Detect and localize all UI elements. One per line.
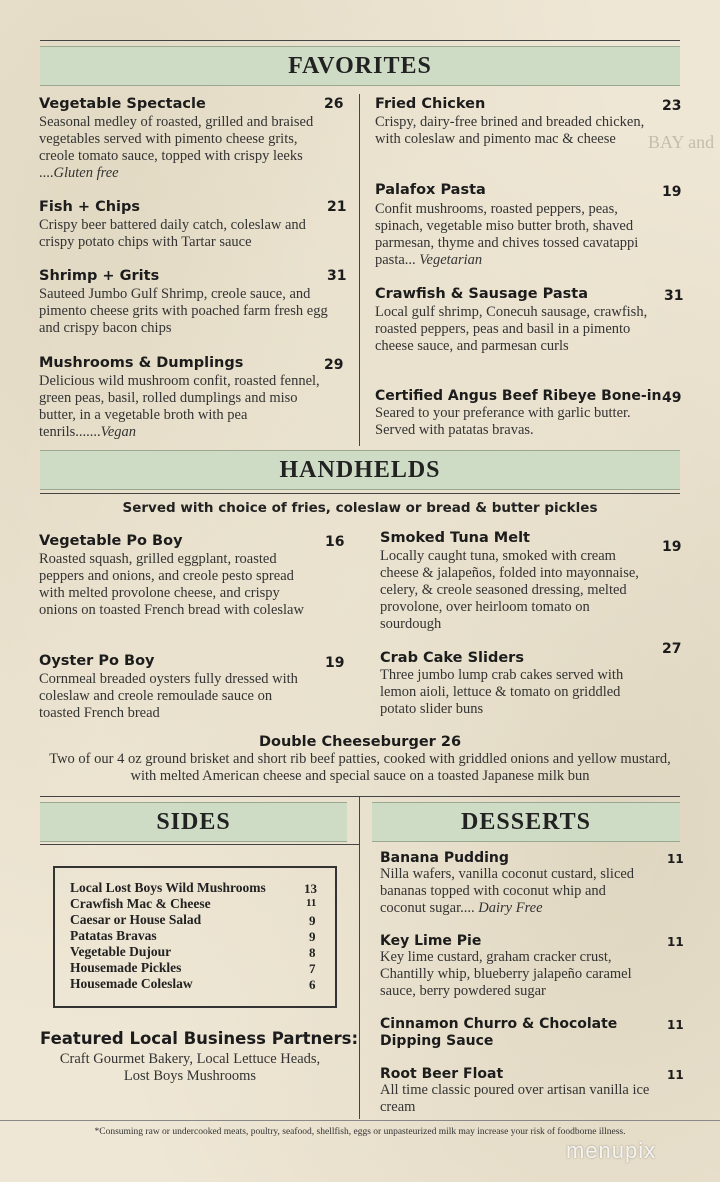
menu-item-name: Mushrooms & Dumplings — [39, 355, 244, 371]
desserts-title: DESSERTS — [461, 809, 591, 835]
side-item-name: Local Lost Boys Wild Mushrooms — [70, 880, 266, 895]
menu-item-name: Fried Chicken — [375, 96, 486, 112]
menu-item-price: 11 — [667, 852, 684, 866]
handhelds-rule — [40, 493, 680, 494]
menu-item-price: 19 — [662, 184, 682, 200]
handhelds-header — [40, 450, 680, 490]
favorites-top-rule — [40, 40, 680, 41]
side-item-price: 11 — [306, 897, 317, 909]
sides-title: SIDES — [156, 809, 231, 835]
menu-item-price: 31 — [327, 268, 347, 284]
sides-rule — [40, 844, 359, 845]
favorites-title: FAVORITES — [288, 53, 432, 79]
menu-item-desc: Sauteed Jumbo Gulf Shrimp, creole sauce, and pimento cheese grits with poached farm fresh egg and crispy bacon chips — [39, 286, 328, 336]
menu-item-price: 21 — [327, 199, 347, 215]
menupix-watermark: menupix — [566, 1138, 657, 1163]
menu-item-name: Root Beer Float — [380, 1066, 504, 1082]
favorites-header — [40, 46, 680, 86]
sides-header — [40, 802, 347, 842]
diet-note: Vegan — [100, 424, 137, 440]
menu-item-desc: Key lime custard, graham cracker crust, Chantilly whip, blueberry jalapeño caramel sauce, berry powdered sugar — [380, 949, 632, 999]
menu-item-desc: Delicious wild mushroom confit, roasted fennel, green peas, basil, rolled dumplings and miso butter, in a vegetable broth with pea tenrils.......Vegan — [39, 373, 320, 440]
menu-item-name: Key Lime Pie — [380, 933, 482, 949]
menu-item-price: 19 — [325, 655, 345, 671]
menu-item-price: 11 — [667, 935, 684, 949]
menu-item-desc: Local gulf shrimp, Conecuh sausage, crawfish, roasted peppers, peas and basil in a pimento cheese sauce, and parmesan curls — [375, 304, 648, 354]
lower-top-rule — [40, 796, 680, 797]
menu-item-price: 26 — [324, 96, 344, 112]
feature-item-desc: Two of our 4 oz ground brisket and short rib beef patties, cooked with griddled onions and yellow mustard, with melted American cheese and special sauce on a toasted Japanese milk bun — [49, 751, 671, 784]
side-item-price: 8 — [309, 945, 316, 960]
side-item-name: Patatas Bravas — [70, 928, 157, 943]
menu-item-name: Cinnamon Churro & Chocolate Dipping Sauce — [380, 1016, 618, 1049]
menu-item-price: 11 — [667, 1068, 684, 1082]
menu-item-desc: Nilla wafers, vanilla coconut custard, sliced bananas topped with coconut whip and coconut sugar.... Dairy Free — [380, 866, 635, 916]
menu-item-desc: All time classic poured over artisan vanilla ice cream — [380, 1082, 650, 1115]
menu-item-desc: Seasonal medley of roasted, grilled and braised vegetables served with pimento cheese grits, creole tomato sauce, topped with crispy leeks ....Gluten free — [39, 114, 314, 181]
side-item-price: 9 — [309, 929, 316, 944]
feature-item-name: Double Cheeseburger 26 — [258, 734, 462, 750]
menu-item-desc: Crispy beer battered daily catch, coleslaw and crispy potato chips with Tartar sauce — [39, 217, 306, 250]
footer-disclaimer: *Consuming raw or undercooked meats, poultry, seafood, shellfish, eggs or unpasteurized milk may increase your risk of foodborne illness. — [94, 1127, 626, 1137]
side-item-name: Housemade Coleslaw — [70, 976, 193, 991]
menu-item-name: Fish + Chips — [39, 199, 141, 215]
menu-item-name: Crawfish & Sausage Pasta — [375, 286, 589, 302]
menu-item-name: Vegetable Spectacle — [39, 96, 206, 112]
menu-item-desc: Three jumbo lump crab cakes served with lemon aioli, lettuce & tomato on griddled potato slider buns — [380, 667, 624, 717]
menu-item-price: 23 — [662, 98, 682, 114]
side-item-name: Vegetable Dujour — [70, 944, 172, 959]
menu-item-name: Shrimp + Grits — [39, 268, 160, 284]
side-item-name: Caesar or House Salad — [70, 912, 202, 927]
handhelds-title: HANDHELDS — [279, 457, 441, 483]
menu-item-price: 19 — [662, 539, 682, 555]
lower-divider — [359, 797, 360, 1119]
menu-item-desc: Roasted squash, grilled eggplant, roasted peppers and onions, and creole pesto spread with melted provolone cheese, and crispy onions on toasted French bread with coleslaw — [39, 551, 304, 618]
menu-item-name: Crab Cake Sliders — [380, 650, 524, 666]
desserts-header — [372, 802, 680, 842]
menu-item-desc: Crispy, dairy-free brined and breaded chicken, with coleslaw and pimento mac & cheese — [375, 114, 645, 147]
diet-note: Dairy Free — [478, 900, 543, 916]
diet-note: Gluten free — [53, 165, 119, 181]
favorites-divider — [359, 94, 360, 446]
menu-item-name: Banana Pudding — [380, 850, 509, 866]
side-item-price: 9 — [309, 913, 316, 928]
menu-item-price: 31 — [664, 288, 684, 304]
side-item-price: 7 — [309, 961, 316, 976]
side-item-name: Housemade Pickles — [70, 960, 182, 975]
side-item-name: Crawfish Mac & Cheese — [70, 896, 211, 911]
partners-line: Lost Boys Mushrooms — [123, 1068, 257, 1084]
menu-item-price: 11 — [667, 1018, 684, 1032]
footer-rule — [0, 1120, 720, 1121]
menu-item-desc: Confit mushrooms, roasted peppers, peas, spinach, vegetable miso butter broth, shaved parmesan, thyme and chives tossed cavatappi pasta... Vegetarian — [375, 201, 639, 268]
partners-title: Featured Local Business Partners: — [40, 1029, 359, 1048]
menu-item-price: 29 — [324, 357, 344, 373]
menu-item-price: 16 — [325, 534, 345, 550]
side-item-price: 13 — [304, 881, 317, 896]
handhelds-subtitle: Served with choice of fries, coleslaw or bread & butter pickles — [122, 500, 598, 516]
menu-item-price: 49 — [662, 390, 682, 406]
partners-line: Craft Gourmet Bakery, Local Lettuce Heads, — [59, 1051, 321, 1067]
menu-item-name: Palafox Pasta — [375, 182, 486, 198]
menu-item-desc: Cornmeal breaded oysters fully dressed with coleslaw and creole remoulade sauce on toasted French bread — [39, 671, 298, 721]
diet-note: Vegetarian — [419, 252, 483, 268]
menu-item-desc: Locally caught tuna, smoked with cream cheese & jalapeños, folded into mayonnaise, celery, & creole seasoned dressing, melted provolone, over heirloom tomato on sourdough — [380, 548, 639, 632]
menu-item-name: Oyster Po Boy — [39, 653, 155, 669]
menu-item-desc: Seared to your preferance with garlic butter. Served with patatas bravas. — [375, 405, 631, 438]
menu-item-price: 27 — [662, 641, 682, 657]
map-label: BAY and — [648, 132, 715, 152]
menu-item-name: Vegetable Po Boy — [39, 533, 183, 549]
menu-item-name: Certified Angus Beef Ribeye Bone-in — [375, 388, 662, 404]
side-item-price: 6 — [309, 977, 316, 992]
menu-item-name: Smoked Tuna Melt — [380, 530, 530, 546]
